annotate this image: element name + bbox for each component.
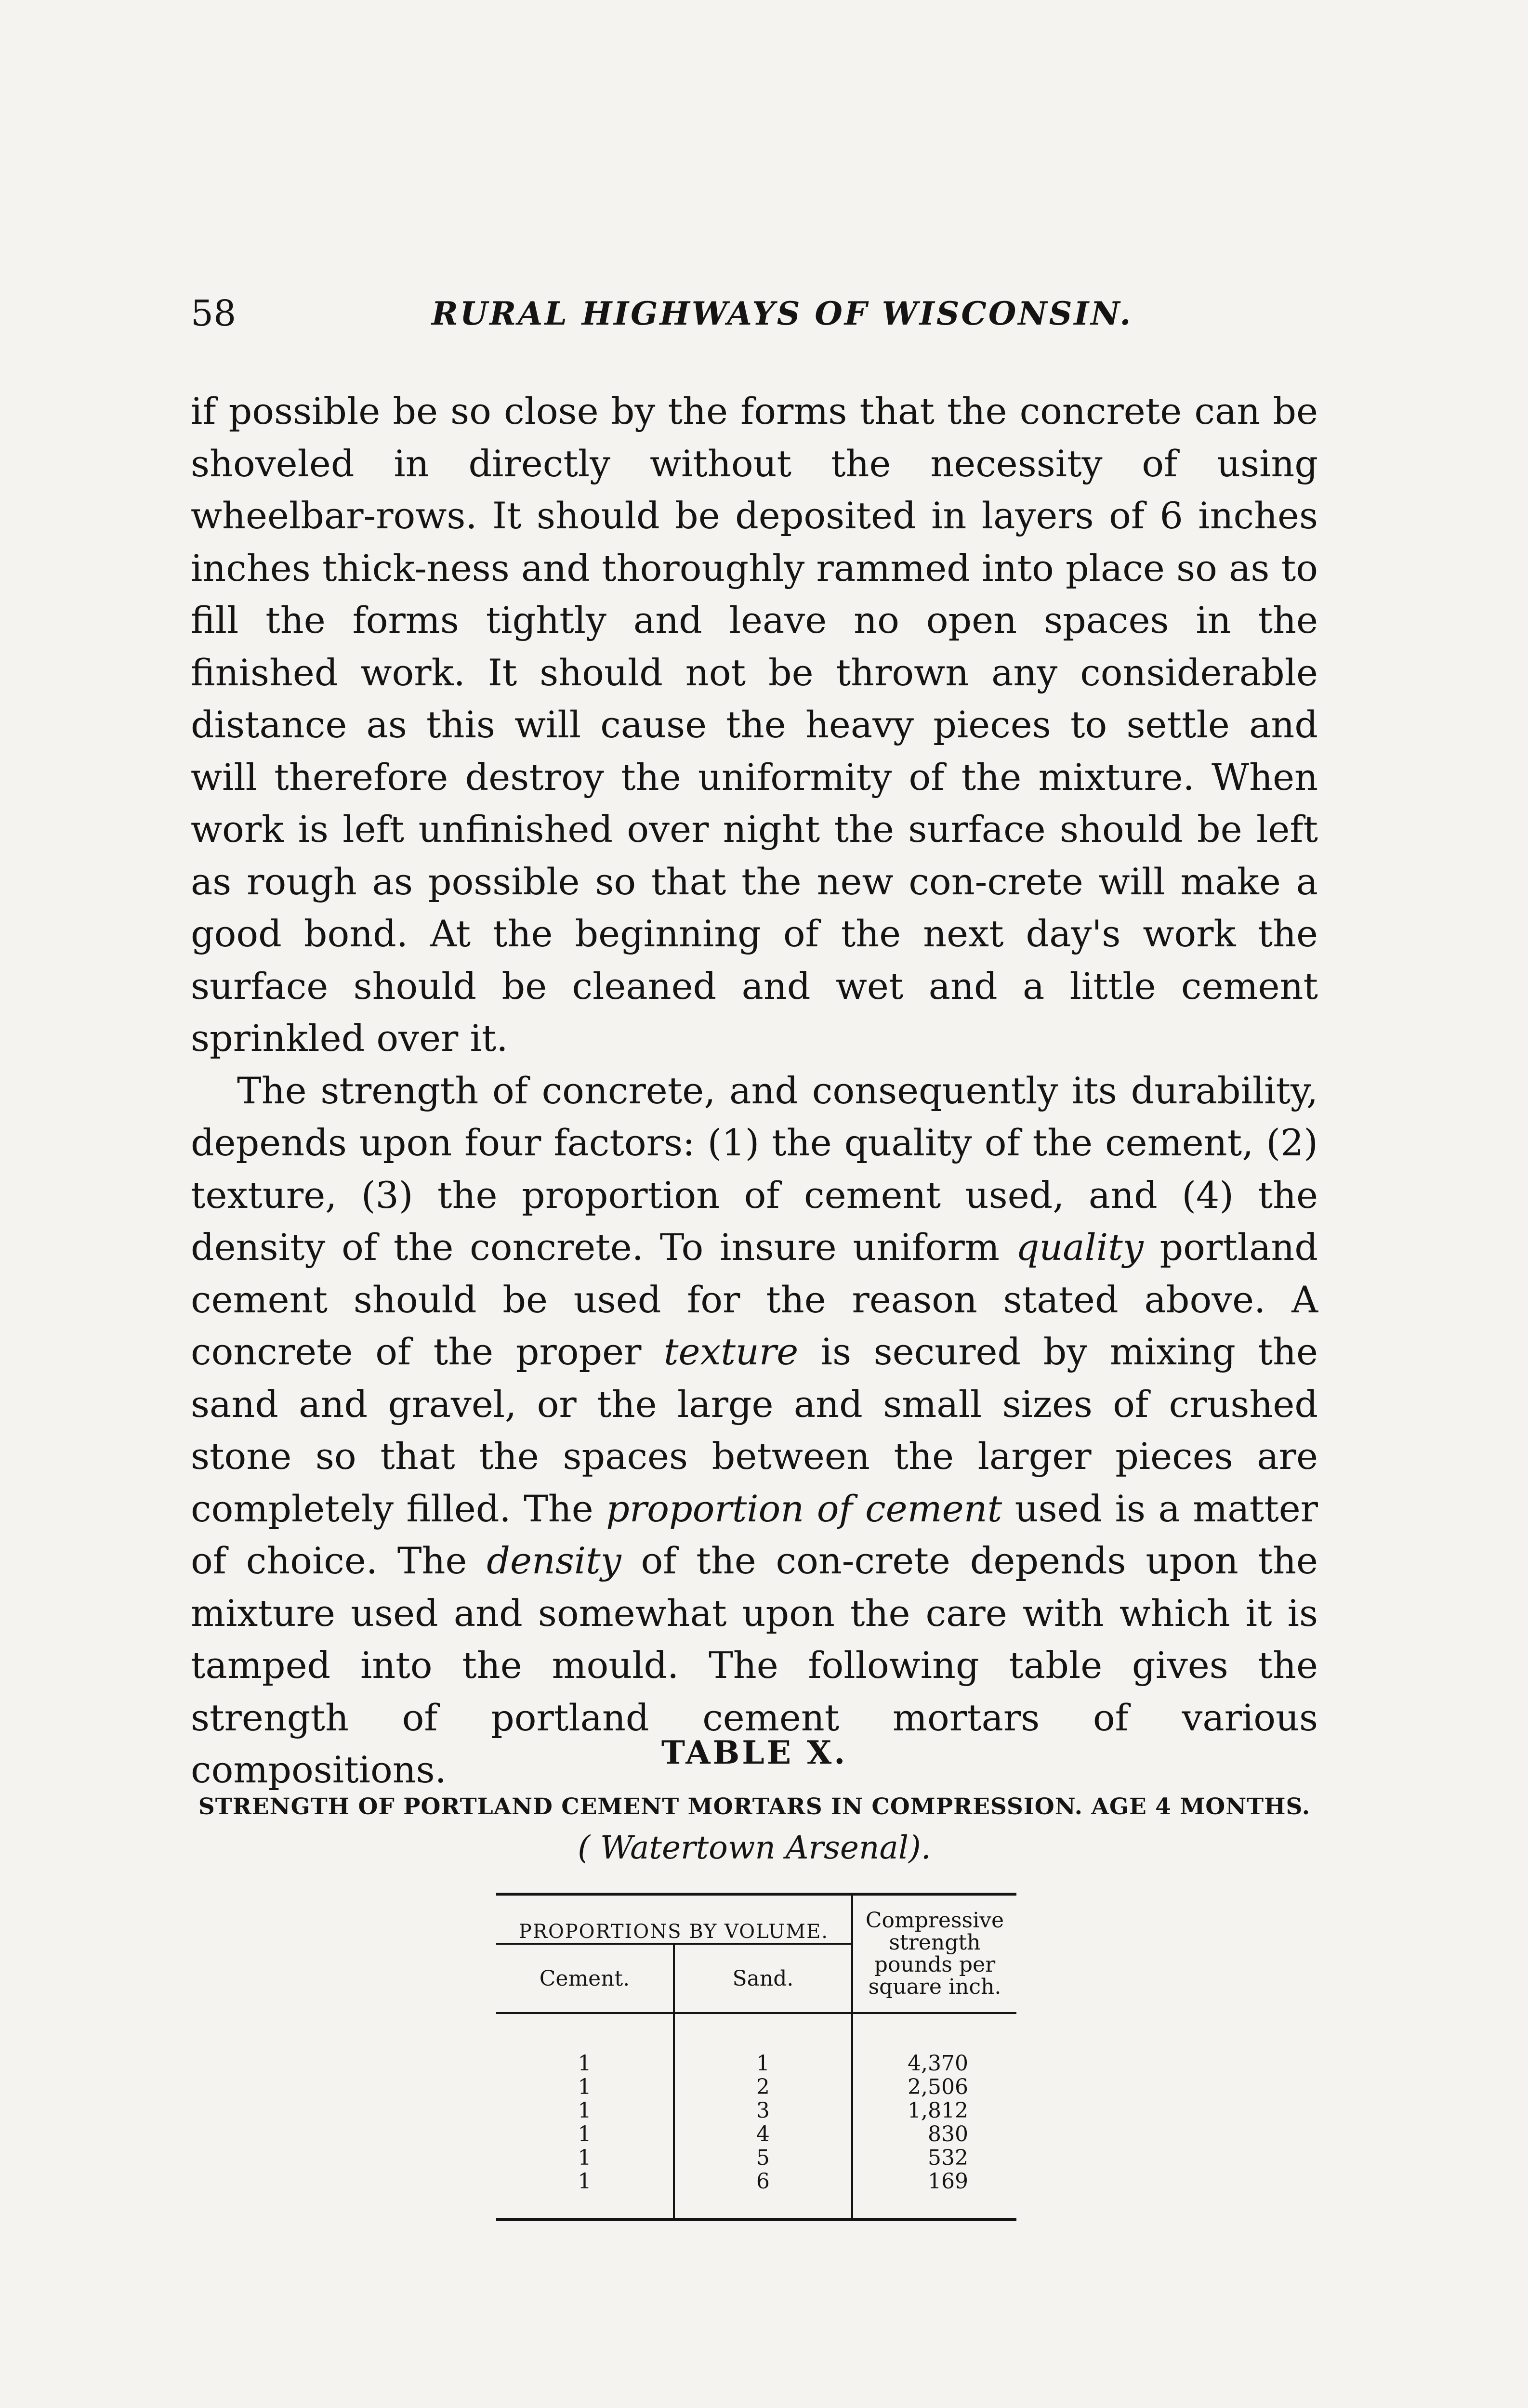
strength-cell: 830 xyxy=(928,2122,968,2146)
spacer-cell xyxy=(852,2013,1016,2052)
end-cell xyxy=(496,2193,674,2220)
running-title: RURAL HIGHWAYS OF WISCONSIN. xyxy=(432,295,1133,332)
page-number: 58 xyxy=(191,293,237,334)
strength-header-line: strength xyxy=(889,1930,981,1955)
cement-cell: 1 xyxy=(496,2170,674,2193)
text-run: of the con-crete depends upon the mixture used and somewhat upon the care with which it is tamped into the mould. The following table gives the strength of portland cement mortars of various compositions. xyxy=(191,1539,1318,1791)
sand-column-header: Sand. xyxy=(674,1944,852,2013)
table-row xyxy=(496,2075,1016,2099)
table-caption: STRENGTH OF PORTLAND CEMENT MORTARS IN COMPRESSION. AGE 4 MONTHS. xyxy=(198,1793,1311,1820)
sand-cell: 4 xyxy=(674,2122,852,2146)
strength-cell: 4,370 xyxy=(908,2051,968,2076)
table-row xyxy=(496,2122,1016,2146)
strength-cell: 1,812 xyxy=(908,2098,968,2123)
table-source: ( Watertown Arsenal). xyxy=(578,1829,931,1866)
strength-cell: 169 xyxy=(928,2169,968,2194)
strength-header-line: square inch. xyxy=(868,1975,1001,1999)
italic-text-run: quality xyxy=(1015,1226,1144,1269)
sand-cell: 1 xyxy=(674,2052,852,2075)
text-run: is secured by mixing the sand and gravel, or the large and small sizes of crushed stone so that the spaces between the larger pieces are completely filled. The xyxy=(191,1330,1318,1530)
strength-cell: 532 xyxy=(928,2146,968,2170)
table-heading: TABLE X. xyxy=(661,1734,848,1771)
cement-cell: 1 xyxy=(496,2146,674,2170)
cement-cell: 1 xyxy=(496,2075,674,2099)
italic-text-run: density xyxy=(487,1539,621,1582)
sand-cell: 6 xyxy=(674,2170,852,2193)
strength-header-line: pounds per xyxy=(874,1952,996,1977)
table-spacer-row xyxy=(496,2013,1016,2052)
table-row xyxy=(496,2099,1016,2122)
cement-cell: 1 xyxy=(496,2052,674,2075)
running-header xyxy=(191,293,1318,346)
text-run: The strength of concrete, and consequently its durability, depends upon four factors: (1) the quality of the cement, (2) texture, (3) the proportion of cement used, and (4) the density of the concrete. To insure uniform xyxy=(191,1069,1318,1269)
strength-header-line: Compressive xyxy=(865,1908,1004,1933)
sand-cell: 3 xyxy=(674,2099,852,2122)
spacer-cell xyxy=(496,2013,674,2052)
italic-text-run: proportion of cement xyxy=(606,1487,1002,1530)
sand-cell: 2 xyxy=(674,2075,852,2099)
table-end-row xyxy=(496,2193,1016,2220)
cement-cell: 1 xyxy=(496,2099,674,2122)
text-run: portland cement should be used for the reason stated above. A concrete of the proper xyxy=(191,1226,1318,1373)
text-run: used is a matter of choice. The xyxy=(191,1487,1318,1582)
table-row xyxy=(496,2052,1016,2075)
strength-cell: 2,506 xyxy=(908,2075,968,2099)
strength-table xyxy=(496,1893,1016,2221)
table-row xyxy=(496,2146,1016,2170)
sand-cell: 5 xyxy=(674,2146,852,2170)
spacer-cell xyxy=(674,2013,852,2052)
table-row xyxy=(496,2170,1016,2193)
cement-cell: 1 xyxy=(496,2122,674,2146)
body-text xyxy=(191,385,1318,1796)
end-cell xyxy=(852,2193,1016,2220)
text-run: if possible be so close by the forms that the concrete can be shoveled in directly without the necessity of using wheelbar-rows. It should be deposited in layers of 6 inches inches thick-ness and thoroughly rammed into place so as to fill the forms tightly and leave no open spaces in the finished work. It should not be thrown any considerable distance as this will cause the heavy pieces to settle and will therefore destroy the uniformity of the mixture. When work is left unfinished over night the surface should be left as rough as possible so that the new con-crete will make a good bond. At the beginning of the next day's work the surface should be cleaned and wet and a little cement sprinkled over it. xyxy=(191,390,1318,1060)
compressive-strength-header xyxy=(852,1894,1016,2013)
end-cell xyxy=(674,2193,852,2220)
italic-text-run: texture xyxy=(664,1330,799,1373)
paragraph-1 xyxy=(191,385,1318,1065)
paragraph-2 xyxy=(191,1065,1318,1796)
proportions-group-header: PROPORTIONS BY VOLUME. xyxy=(496,1894,852,1944)
cement-column-header: Cement. xyxy=(496,1944,674,2013)
